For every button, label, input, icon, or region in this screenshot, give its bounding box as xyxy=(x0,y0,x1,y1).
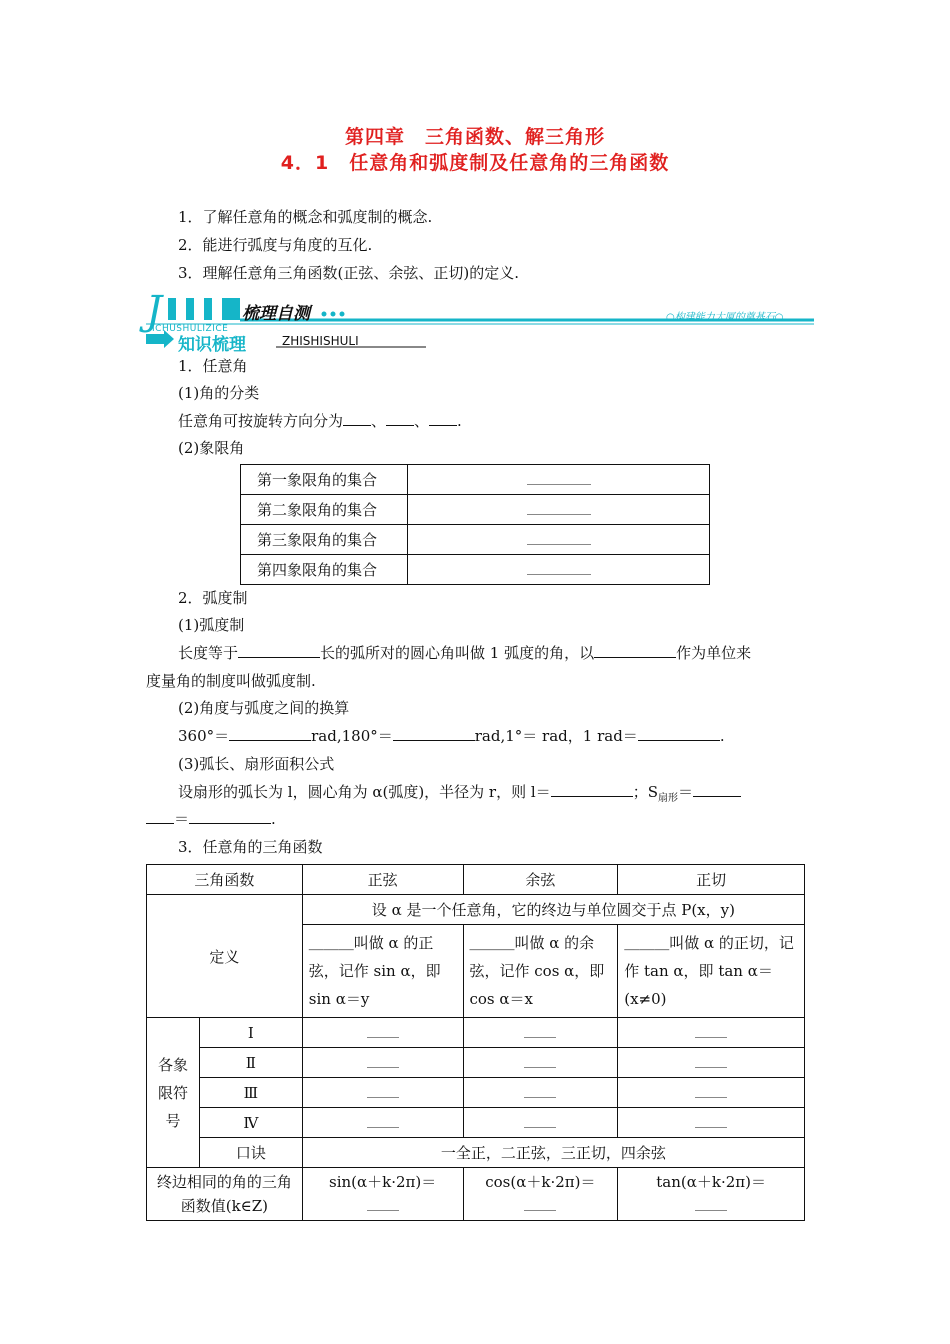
section-title: 4．1 任意角和弧度制及任意角的三角函数 xyxy=(280,152,670,174)
s2-sub2: (2)角度与弧度之间的换算 xyxy=(178,699,350,717)
mnemonic-label: 口诀 xyxy=(199,1138,302,1168)
quadrant-label: 第四象限角的集合 xyxy=(241,555,408,585)
mnemonic: 一全正，二正弦，三正切，四余弦 xyxy=(302,1138,804,1168)
table-row xyxy=(147,1018,805,1048)
same-sin: sin(α＋k·2π)＝ xyxy=(302,1168,463,1221)
quadrant-answer xyxy=(408,555,710,585)
banner-logo-letter: J xyxy=(146,288,163,334)
s2-heading: 2．弧度制 xyxy=(178,589,248,607)
s2-sub1: (1)弧度制 xyxy=(178,616,245,634)
p3d: ＝ xyxy=(174,810,190,828)
blank xyxy=(238,642,320,658)
table-row xyxy=(147,1168,805,1221)
banner-sub-label: 知识梳理 xyxy=(178,335,246,355)
header-func: 三角函数 xyxy=(147,865,303,895)
s3-heading: 3．任意角的三角函数 xyxy=(178,838,323,856)
trig-table xyxy=(146,864,805,1221)
blank xyxy=(693,781,741,797)
sign-cell xyxy=(618,1108,805,1138)
table-row xyxy=(147,895,805,925)
def-label: 定义 xyxy=(147,895,303,1018)
blank xyxy=(638,725,720,741)
quad-label: Ⅳ xyxy=(199,1108,302,1138)
blank xyxy=(386,410,414,426)
objective-1: 1．了解任意角的概念和弧度制的概念. xyxy=(178,208,433,226)
sign-label: 各象限符号 xyxy=(147,1018,200,1168)
s2-p1-line2: 度量角的制度叫做弧度制. xyxy=(146,672,316,690)
same-label: 终边相同的角的三角函数值(k∈Z) xyxy=(147,1168,303,1221)
sign-cell xyxy=(463,1018,618,1048)
objective-3: 3．理解任意角三角函数(正弦、余弦、正切)的定义. xyxy=(178,264,520,282)
table-row xyxy=(241,555,710,585)
table-row xyxy=(147,1108,805,1138)
table-row xyxy=(147,1048,805,1078)
chapter-title: 第四章 三角函数、解三角形 xyxy=(344,126,605,148)
blank xyxy=(393,725,475,741)
s2-sub3: (3)弧长、扇形面积公式 xyxy=(178,755,335,773)
s2-conversion xyxy=(178,725,725,746)
s2-p1-line1 xyxy=(178,642,751,663)
sign-cell xyxy=(463,1048,618,1078)
sign-cell xyxy=(618,1018,805,1048)
quadrant-answer xyxy=(408,495,710,525)
sign-cell xyxy=(302,1048,463,1078)
blank xyxy=(189,808,271,824)
quadrant-label: 第三象限角的集合 xyxy=(241,525,408,555)
banner-logo-sub: ICHUSHULIZICE xyxy=(152,324,229,334)
s1-sub1: (1)角的分类 xyxy=(178,384,260,402)
quad-label: Ⅲ xyxy=(199,1078,302,1108)
p3e: . xyxy=(271,810,276,828)
def-common: 设 α 是一个任意角，它的终边与单位圆交于点 P(x，y) xyxy=(302,895,804,925)
blank xyxy=(594,642,676,658)
blank xyxy=(229,725,311,741)
banner-slogan: ○构建能力大厦的奠基石○ xyxy=(666,312,784,323)
sign-cell xyxy=(302,1018,463,1048)
def-cos: ＿＿＿叫做 α 的余弦，记作 cos α，即 cos α＝x xyxy=(463,925,618,1018)
objective-2: 2．能进行弧度与角度的互化. xyxy=(178,236,373,254)
banner-sub-pinyin: ZHISHISHULI xyxy=(282,334,359,348)
section-banner xyxy=(146,288,816,355)
table-row xyxy=(147,1138,805,1168)
sign-cell xyxy=(302,1078,463,1108)
p3b: ；S xyxy=(632,783,658,801)
s2-p3-line1 xyxy=(178,781,741,804)
blank xyxy=(343,410,371,426)
s1-text1: 任意角可按旋转方向分为 xyxy=(178,412,344,430)
p1a: 长度等于 xyxy=(178,644,239,662)
sign-cell xyxy=(463,1108,618,1138)
s1-sub2: (2)象限角 xyxy=(178,439,245,457)
table-row xyxy=(241,465,710,495)
quad-label: Ⅱ xyxy=(199,1048,302,1078)
sign-cell xyxy=(618,1048,805,1078)
blank xyxy=(429,410,457,426)
banner-title: 梳理自测 xyxy=(242,304,310,324)
s1-classification xyxy=(178,410,462,431)
header-sin: 正弦 xyxy=(302,865,463,895)
conv-a: 360°＝ xyxy=(178,727,230,745)
quadrant-answer xyxy=(408,525,710,555)
def-sin: ＿＿＿叫做 α 的正弦，记作 sin α，即 sin α＝y xyxy=(302,925,463,1018)
table-row xyxy=(241,495,710,525)
conv-b: rad,180°＝ xyxy=(311,727,393,745)
sep: 、 xyxy=(414,412,430,430)
quadrant-answer xyxy=(408,465,710,495)
blank xyxy=(146,808,174,824)
same-tan: tan(α＋k·2π)＝ xyxy=(618,1168,805,1221)
same-cos: cos(α＋k·2π)＝ xyxy=(463,1168,618,1221)
quad-label: Ⅰ xyxy=(199,1018,302,1048)
header-cos: 余弦 xyxy=(463,865,618,895)
sep: 、 xyxy=(371,412,387,430)
sign-cell xyxy=(618,1078,805,1108)
conv-c: rad,1°＝ rad，1 rad＝ xyxy=(474,727,638,745)
p3-subscript: 扇形 xyxy=(657,793,678,804)
def-tan: ＿＿＿叫做 α 的正切，记作 tan α，即 tan α＝(x≠0) xyxy=(618,925,805,1018)
conv-d: . xyxy=(719,727,725,745)
end: . xyxy=(457,412,462,430)
table-row xyxy=(147,865,805,895)
sign-cell xyxy=(463,1078,618,1108)
table-row xyxy=(147,1078,805,1108)
blank xyxy=(551,781,633,797)
s1-heading: 1．任意角 xyxy=(178,357,248,375)
p3a: 设扇形的弧长为 l，圆心角为 α(弧度)，半径为 r，则 l＝ xyxy=(178,783,551,801)
quadrant-label: 第一象限角的集合 xyxy=(241,465,408,495)
quadrant-label: 第二象限角的集合 xyxy=(241,495,408,525)
header-tan: 正切 xyxy=(618,865,805,895)
p1b: 长的弧所对的圆心角叫做 1 弧度的角，以 xyxy=(320,644,595,662)
p3c: ＝ xyxy=(677,783,693,801)
p1c: 作为单位来 xyxy=(676,644,752,662)
quadrant-table xyxy=(240,464,710,585)
sign-cell xyxy=(302,1108,463,1138)
s2-p3-line2 xyxy=(146,808,276,829)
table-row xyxy=(241,525,710,555)
